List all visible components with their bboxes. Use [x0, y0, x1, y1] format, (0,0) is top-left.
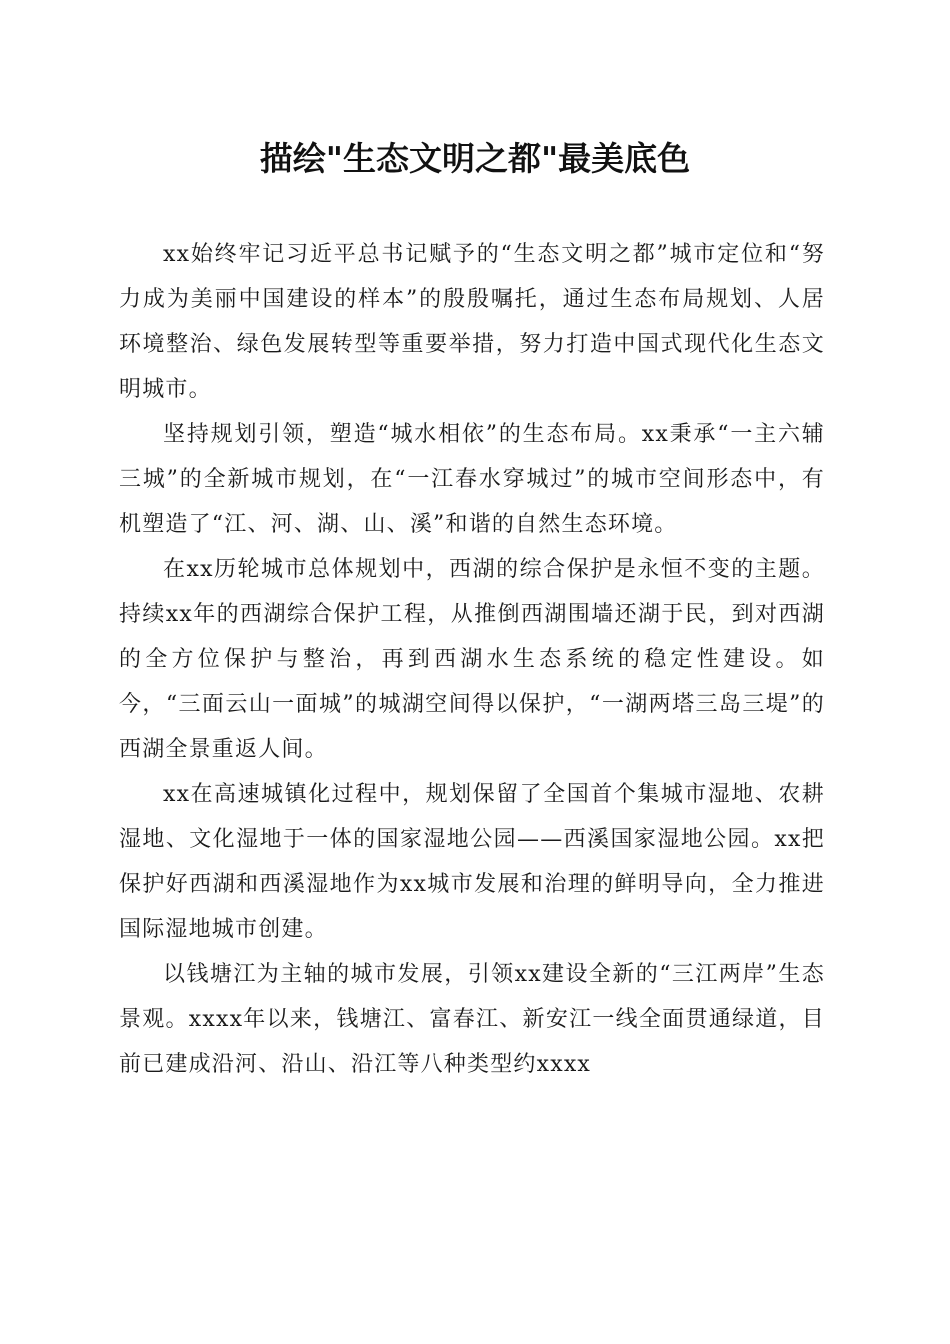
paragraph: 坚持规划引领，塑造“城水相依”的生态布局。xx秉承“一主六辅三城”的全新城市规划，在“一江春水穿城过”的城市空间形态中，有机塑造了“江、河、湖、山、溪”和谐的自然生态环境。: [119, 422, 825, 537]
paragraph: xx在高速城镇化过程中，规划保留了全国首个集城市湿地、农耕湿地、文化湿地于一体的国家湿地公园——西溪国家湿地公园。xx把保护好西湖和西溪湿地作为xx城市发展和治理的鲜明导向，全力推进国际湿地城市创建。: [119, 782, 825, 942]
document-title: 描绘"生态文明之都"最美底色: [259, 139, 691, 178]
paragraph: 在xx历轮城市总体规划中，西湖的综合保护是永恒不变的主题。持续xx年的西湖综合保护工程，从推倒西湖围墙还湖于民，到对西湖的全方位保护与整治，再到西湖水生态系统的稳定性建设。如今，“三面云山一面城”的城湖空间得以保护，“一湖两塔三岛三堤”的西湖全景重返人间。: [119, 557, 825, 762]
paragraph: xx始终牢记习近平总书记赋予的“生态文明之都”城市定位和“努力成为美丽中国建设的样本”的殷殷嘱托，通过生态布局规划、人居环境整治、绿色发展转型等重要举措，努力打造中国式现代化生态文明城市。: [119, 242, 825, 402]
document-body: [119, 232, 825, 1087]
paragraph: 以钱塘江为主轴的城市发展，引领xx建设全新的“三江两岸”生态景观。xxxx年以来，钱塘江、富春江、新安江一线全面贯通绿道，目前已建成沿河、沿山、沿江等八种类型约xxxx: [119, 962, 825, 1077]
